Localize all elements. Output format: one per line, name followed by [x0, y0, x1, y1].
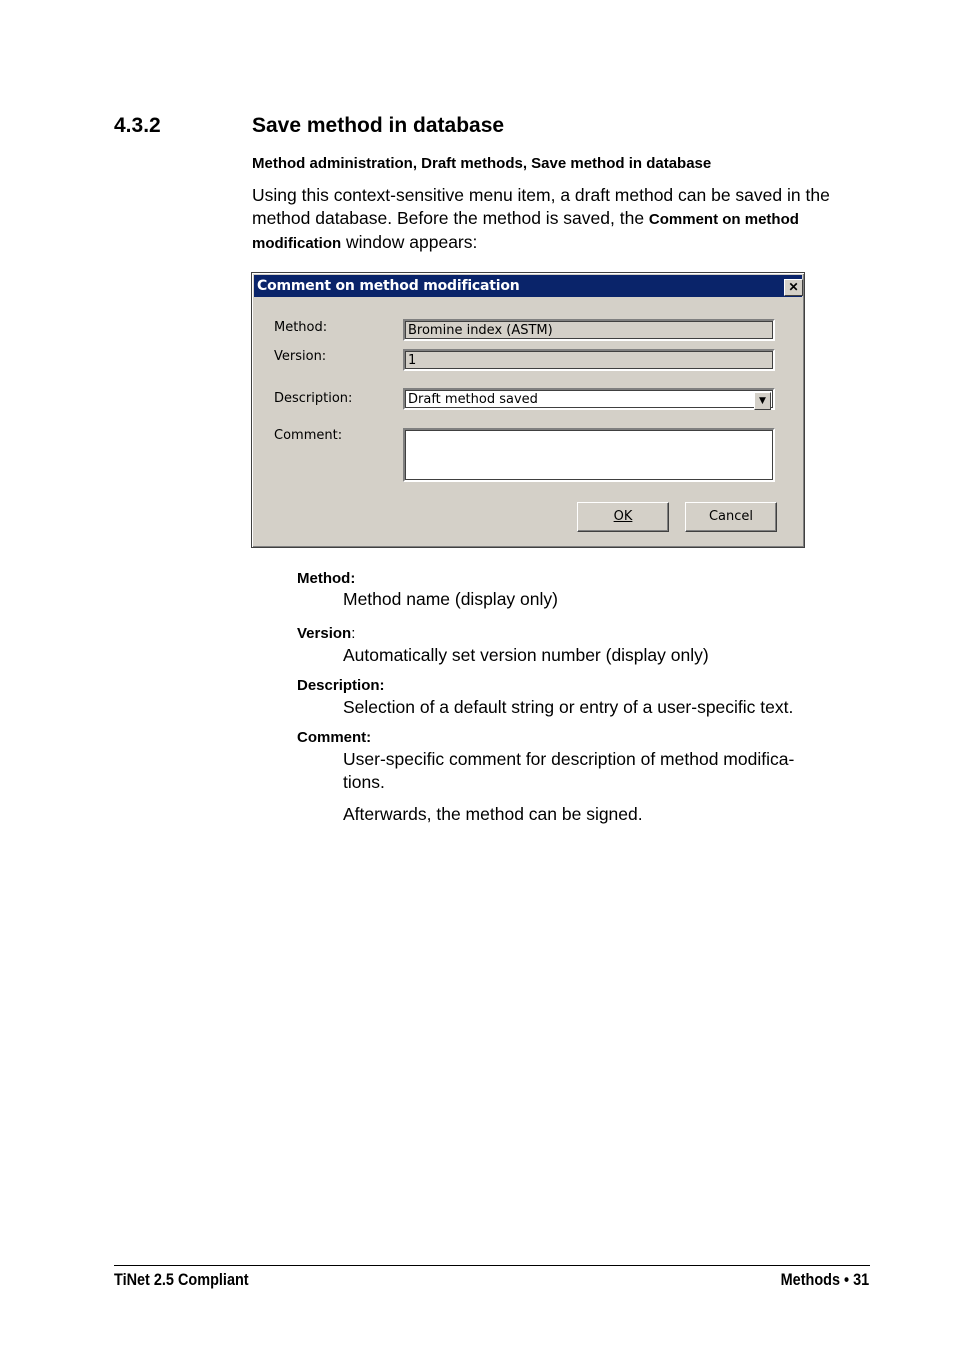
term-comment: Comment:	[297, 729, 372, 746]
intro-bold-window-name: Comment on method modification	[252, 211, 799, 252]
footer-page-info: Methods • 31	[780, 1270, 869, 1289]
comment-dialog	[251, 272, 805, 548]
comment-label: Comment:	[274, 428, 343, 443]
dialog-title: Comment on method modification	[257, 278, 520, 294]
cancel-button[interactable]	[685, 502, 777, 532]
comment-textarea[interactable]	[403, 428, 775, 482]
version-field: 1	[403, 349, 775, 371]
term-version	[297, 625, 355, 642]
definition-comment-line1: User-specific comment for description of method modifica-	[343, 749, 795, 769]
definition-comment-line2: tions.	[343, 772, 385, 792]
ok-button-label: OK	[613, 509, 633, 524]
term-version-colon: :	[351, 625, 356, 642]
intro-paragraph	[252, 184, 852, 255]
method-field: Bromine index (ASTM)	[403, 319, 775, 341]
definition-version: Automatically set version number (display only)	[343, 645, 709, 665]
intro-text-1: Using this context-sensitive menu item, a draft method can be saved in the method database. Before the method is saved, the	[252, 185, 830, 228]
footer-divider	[114, 1265, 870, 1266]
dialog-titlebar[interactable]	[254, 275, 802, 297]
description-select[interactable]	[403, 388, 775, 410]
chevron-down-icon[interactable]: ▼	[754, 392, 771, 410]
version-label: Version:	[274, 349, 327, 364]
intro-text-2: window appears:	[341, 232, 478, 252]
description-label: Description:	[274, 391, 353, 406]
ok-button[interactable]	[577, 502, 669, 532]
close-icon[interactable]: ✕	[784, 279, 803, 296]
definition-method: Method name (display only)	[343, 589, 558, 609]
cancel-button-label: Cancel	[708, 509, 754, 524]
section-number: 4.3.2	[114, 114, 161, 137]
section-title: Save method in database	[252, 114, 505, 137]
method-label: Method:	[274, 320, 328, 335]
description-value: Draft method saved	[408, 392, 538, 407]
definition-description: Selection of a default string or entry of a user-specific text.	[343, 697, 794, 717]
term-version-text: Version	[297, 625, 352, 642]
term-method: Method:	[297, 570, 356, 587]
definition-comment-note: Afterwards, the method can be signed.	[343, 804, 643, 824]
term-description: Description:	[297, 677, 385, 694]
menu-path: Method administration, Draft methods, Save method in database	[252, 155, 712, 172]
footer-left: TiNet 2.5 Compliant	[114, 1270, 249, 1289]
